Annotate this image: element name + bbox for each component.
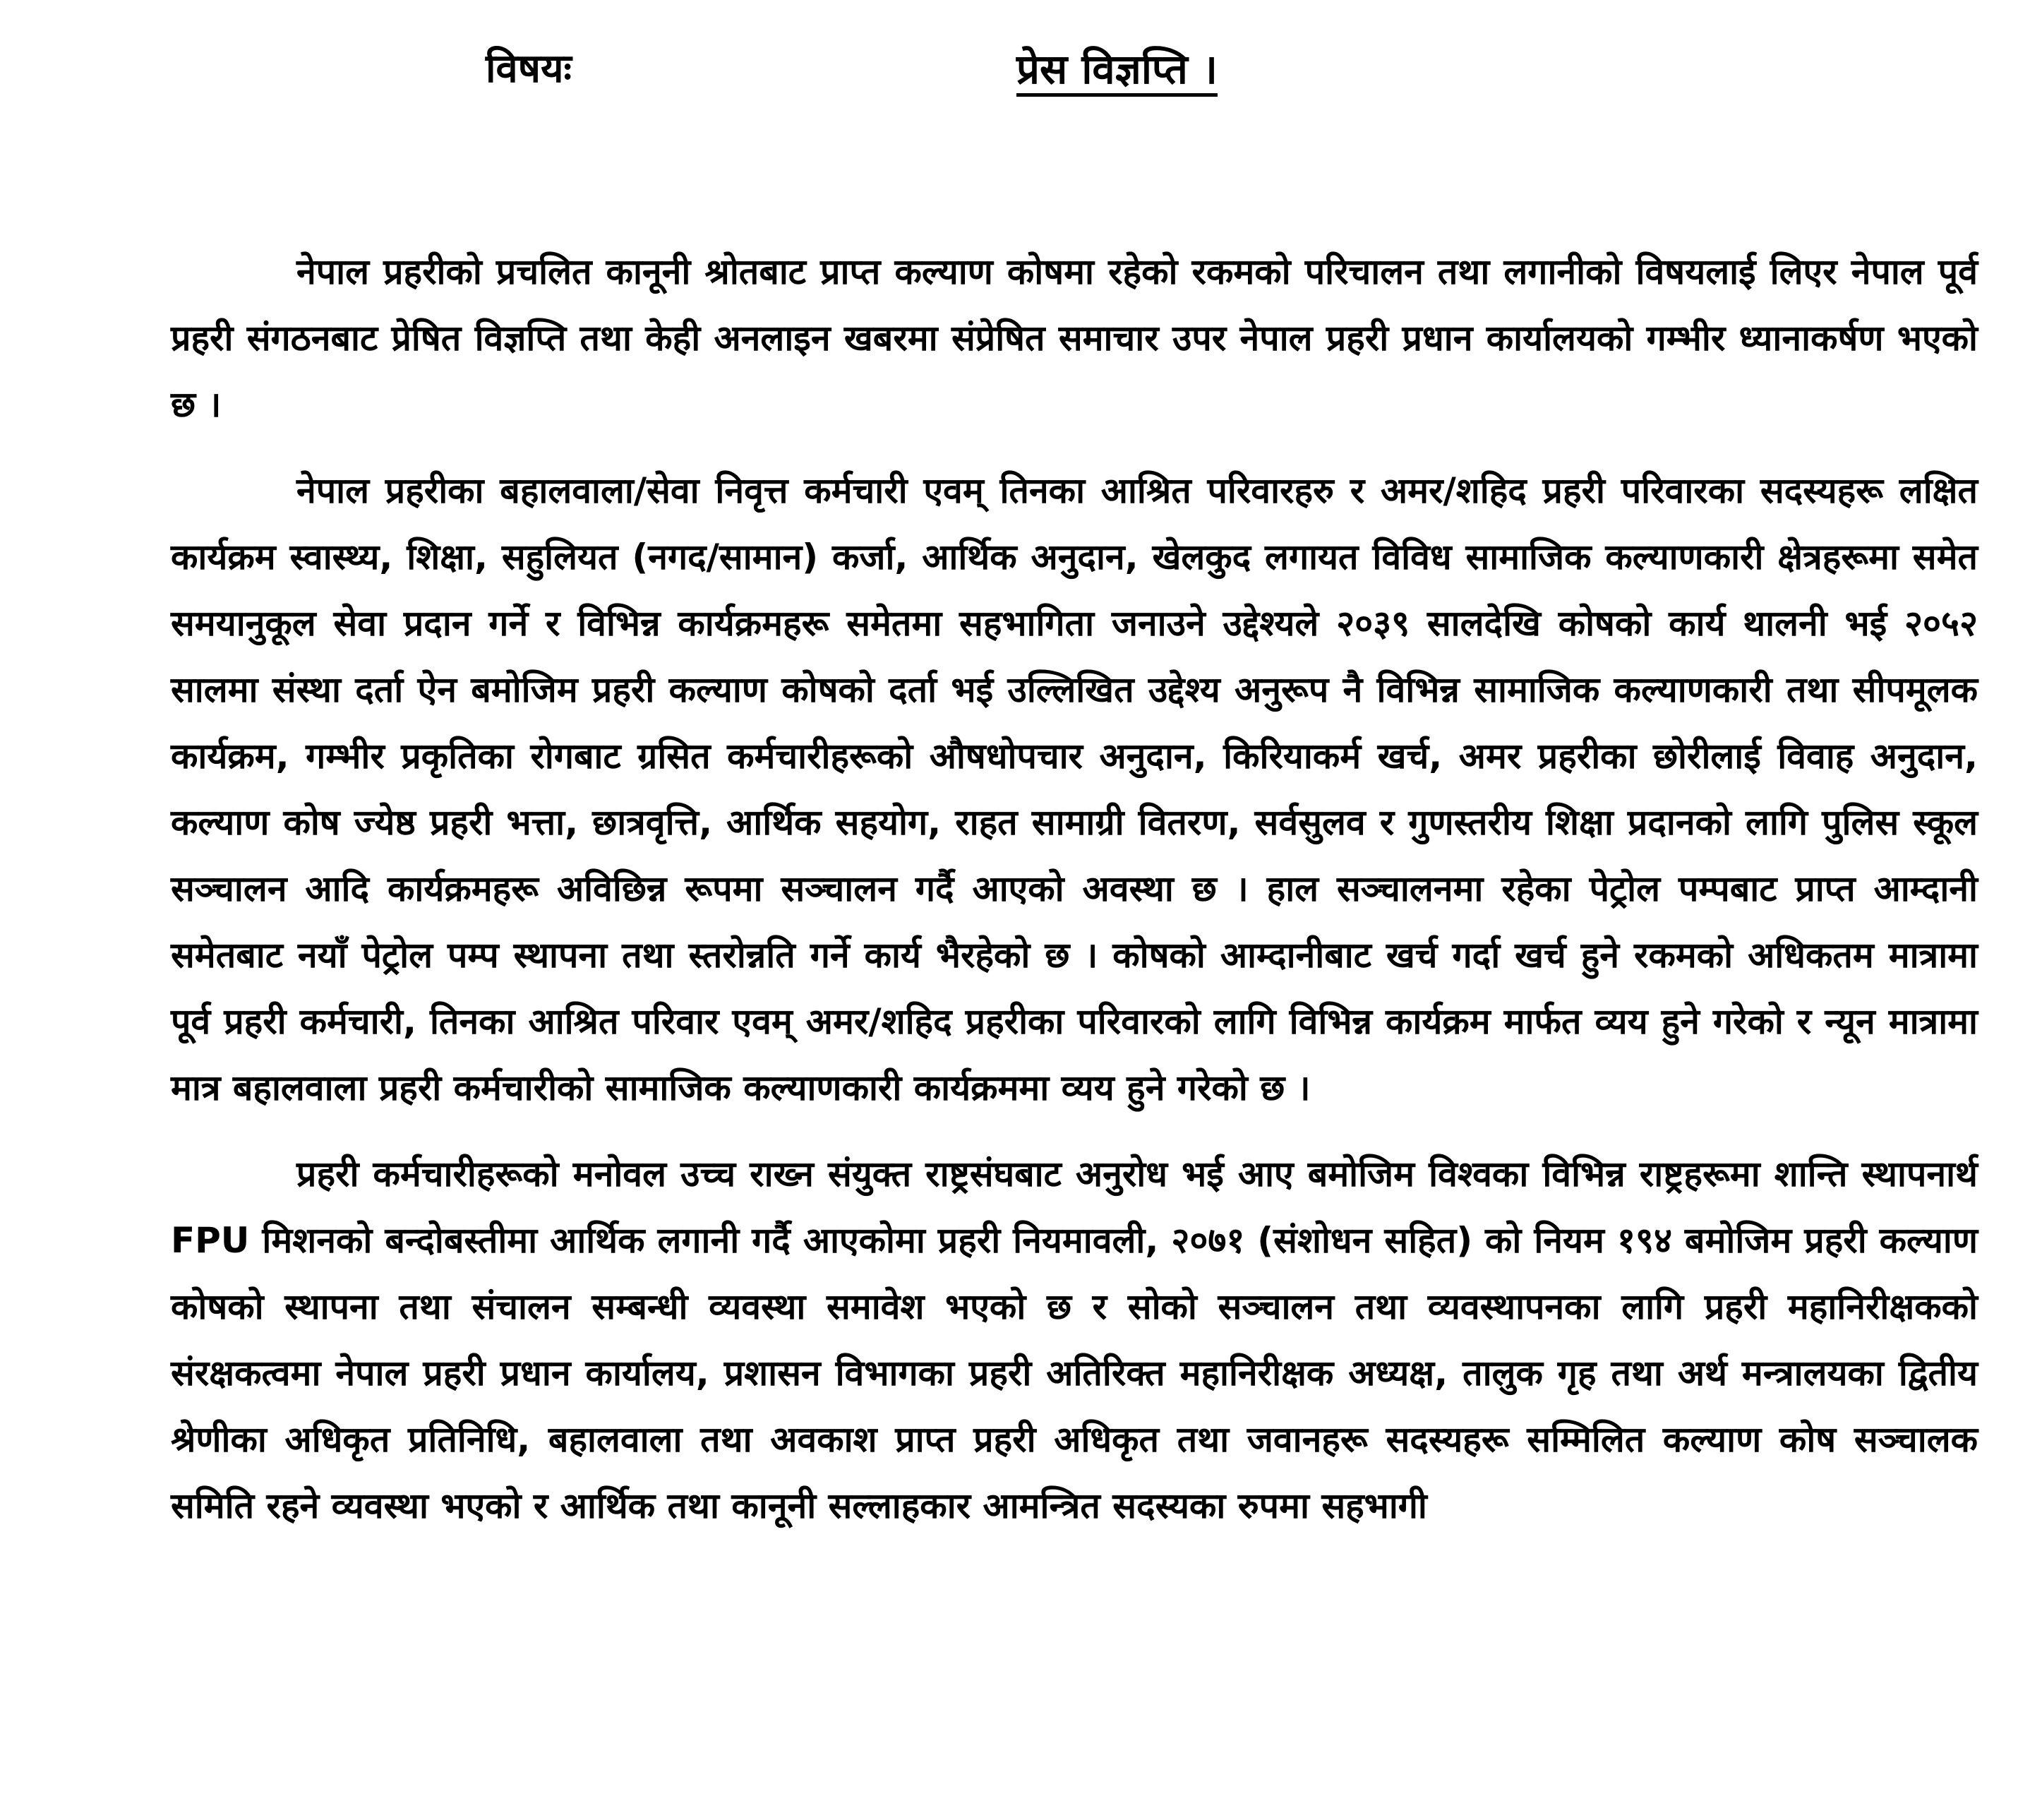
paragraph-2: नेपाल प्रहरीका बहालवाला/सेवा निवृत्त कर्मचारी एवम् तिनका आश्रित परिवारहरु र अमर/शहिद प्रहरी परिवारका सदस्यहरू लक्षित कार्यक्रम स्वास्थ्य, शिक्षा, सहुलियत (नगद/सामान) कर्जा, आर्थिक अनुदान, खेलकुद लगायत विविध सामाजिक कल्याणकारी क्षेत्रहरूमा समेत समयानुकूल सेवा प्रदान गर्ने र विभिन्न कार्यक्रमहरू समेतमा सहभागिता जनाउने उद्देश्यले २०३९ सालदेखि कोषको कार्य थालनी भई २०५२ सालमा संस्था दर्ता ऐन बमोजिम प्रहरी कल्याण कोषको दर्ता भई उल्लिखित उद्देश्य अनुरूप नै विभिन्न सामाजिक कल्याणकारी तथा सीपमूलक कार्यक्रम, गम्भीर प्रकृतिका रोगबाट ग्रसित कर्मचारीहरूको औषधोपचार अनुदान, किरियाकर्म खर्च, अमर प्रहरीका छोरीलाई विवाह अनुदान, कल्याण कोष ज्येष्ठ प्रहरी भत्ता, छात्रवृत्ति, आर्थिक सहयोग, राहत सामाग्री वितरण, सर्वसुलव र गुणस्तरीय शिक्षा प्रदानको लागि पुलिस स्कूल सञ्चालन आदि कार्यक्रमहरू अविछिन्न रूपमा सञ्चालन गर्दै आएको अवस्था छ । हाल सञ्चालनमा रहेका पेट्रोल पम्पबाट प्राप्त आम्दानी समेतबाट नयाँ पेट्रोल पम्प स्थापना तथा स्तरोन्नति गर्ने कार्य भैरहेको छ । कोषको आम्दानीबाट खर्च गर्दा खर्च हुने रकमको अधिकतम मात्रामा पूर्व प्रहरी कर्मचारी, तिनका आश्रित परिवार एवम् अमर/शहिद प्रहरीका परिवारको लागि विभिन्न कार्यक्रम मार्फत व्यय हुने गरेको र न्यून मात्रामा मात्र बहालवाला प्रहरी कर्मचारीको सामाजिक कल्याणकारी कार्यक्रममा व्यय हुने गरेको छ । bbox=[171, 470, 1978, 1108]
document-header bbox=[0, 34, 2018, 112]
document-title: प्रेस विज्ञप्ति । bbox=[1016, 45, 1218, 93]
paragraph-1: नेपाल प्रहरीको प्रचलित कानूनी श्रोतबाट प्राप्त कल्याण कोषमा रहेको रकमको परिचालन तथा लगानीको विषयलाई लिएर नेपाल पूर्व प्रहरी संगठनबाट प्रेषित विज्ञप्ति तथा केही अनलाइन खबरमा संप्रेषित समाचार उपर नेपाल प्रहरी प्रधान कार्यालयको गम्भीर ध्यानाकर्षण भएको छ । bbox=[171, 251, 1978, 425]
paragraph-3: प्रहरी कर्मचारीहरूको मनोवल उच्च राख्न संयुक्त राष्ट्रसंघबाट अनुरोध भई आए बमोजिम विश्वका विभिन्न राष्ट्रहरूमा शान्ति स्थापनार्थ FPU मिशनको बन्दोबस्तीमा आर्थिक लगानी गर्दै आएकोमा प्रहरी नियमावली, २०७१ (संशोधन सहित) को नियम १९४ बमोजिम प्रहरी कल्याण कोषको स्थापना तथा संचालन सम्बन्धी व्यवस्था समावेश भएको छ र सोको सञ्चालन तथा व्यवस्थापनका लागि प्रहरी महानिरीक्षकको संरक्षकत्वमा नेपाल प्रहरी प्रधान कार्यालय, प्रशासन विभागका प्रहरी अतिरिक्त महानिरीक्षक अध्यक्ष, तालुक गृह तथा अर्थ मन्त्रालयका द्वितीय श्रेणीका अधिकृत प्रतिनिधि, बहालवाला तथा अवकाश प्राप्त प्रहरी अधिकृत तथा जवानहरू सदस्यहरू सम्मिलित कल्याण कोष सञ्चालक समिति रहने व्यवस्था भएको र आर्थिक तथा कानूनी सल्लाहकार आमन्त्रित सदस्यका रुपमा सहभागी bbox=[171, 1154, 1978, 1526]
document-body bbox=[171, 239, 1978, 1559]
subject-label: विषयः bbox=[486, 46, 572, 92]
